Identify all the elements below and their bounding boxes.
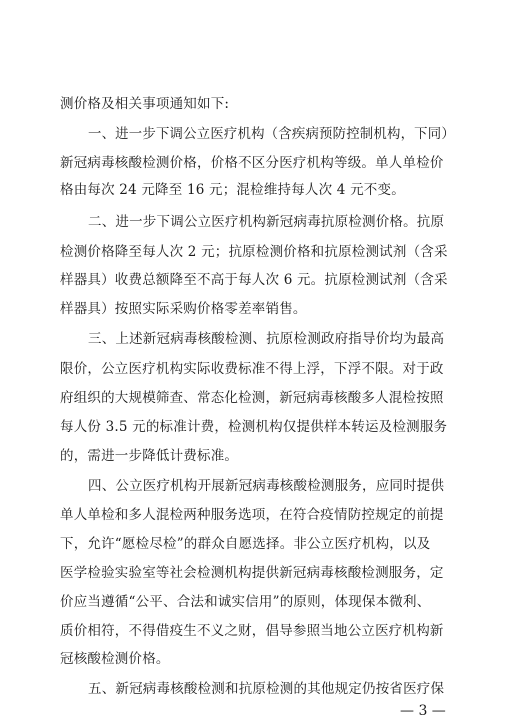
text-line: 每人份 3.5 元的标准计费，检测机构仅提供样本转运及检测服务 bbox=[60, 419, 448, 435]
text-line: 格由每次 24 元降至 16 元；混检维持每人次 4 元不变。 bbox=[60, 182, 405, 198]
text-line: 四、公立医疗机构开展新冠病毒核酸检测服务，应同时提供 bbox=[88, 478, 445, 494]
text-line: 一、进一步下调公立医疗机构（含疾病预防控制机构，下同） bbox=[88, 126, 455, 142]
text-line: 三、上述新冠病毒核酸检测、抗原检测政府指导价均为最高 bbox=[88, 331, 445, 347]
text-line: 二、进一步下调公立医疗机构新冠病毒抗原检测价格。抗原 bbox=[88, 214, 445, 230]
text-line: 的，需进一步降低计费标准。 bbox=[60, 448, 239, 464]
text-line: 限价，公立医疗机构实际收费标准不得上浮，下浮不限。对于政 bbox=[60, 361, 444, 377]
text-line: 检测价格降至每人次 2 元；抗原检测价格和抗原检测试剂（含采 bbox=[60, 244, 448, 260]
text-line: 医学检验实验室等社会检测机构提供新冠病毒核酸检测服务，定 bbox=[60, 565, 444, 581]
text-line: 五、新冠病毒核酸检测和抗原检测的其他规定仍按省医疗保 bbox=[88, 681, 445, 697]
text-line: 新冠病毒核酸检测价格，价格不区分医疗机构等级。单人单检价 bbox=[60, 155, 444, 171]
page-number: — 3 — bbox=[400, 703, 446, 719]
text-line: 样器具）收费总额降至不高于每人次 6 元。抗原检测试剂（含采 bbox=[60, 272, 448, 288]
text-line: 下，允许“愿检尽检”的群众自愿选择。非公立医疗机构，以及 bbox=[60, 536, 431, 552]
text-line: 府组织的大规模筛查、常态化检测，新冠病毒核酸多人混检按照 bbox=[60, 390, 444, 406]
text-line: 单人单检和多人混检两种服务选项，在符合疫情防控规定的前提 bbox=[60, 507, 444, 523]
text-line: 测价格及相关事项通知如下: bbox=[60, 96, 230, 112]
text-line: 价应当遵循“公平、合法和诚实信用”的原则，体现保本微利、 bbox=[60, 594, 431, 610]
text-line: 样器具）按照实际采购价格零差率销售。 bbox=[60, 301, 307, 317]
text-line: 冠核酸检测价格。 bbox=[60, 651, 170, 667]
text-line: 质价相符，不得借疫生不义之财，倡导参照当地公立医疗机构新 bbox=[60, 623, 444, 639]
